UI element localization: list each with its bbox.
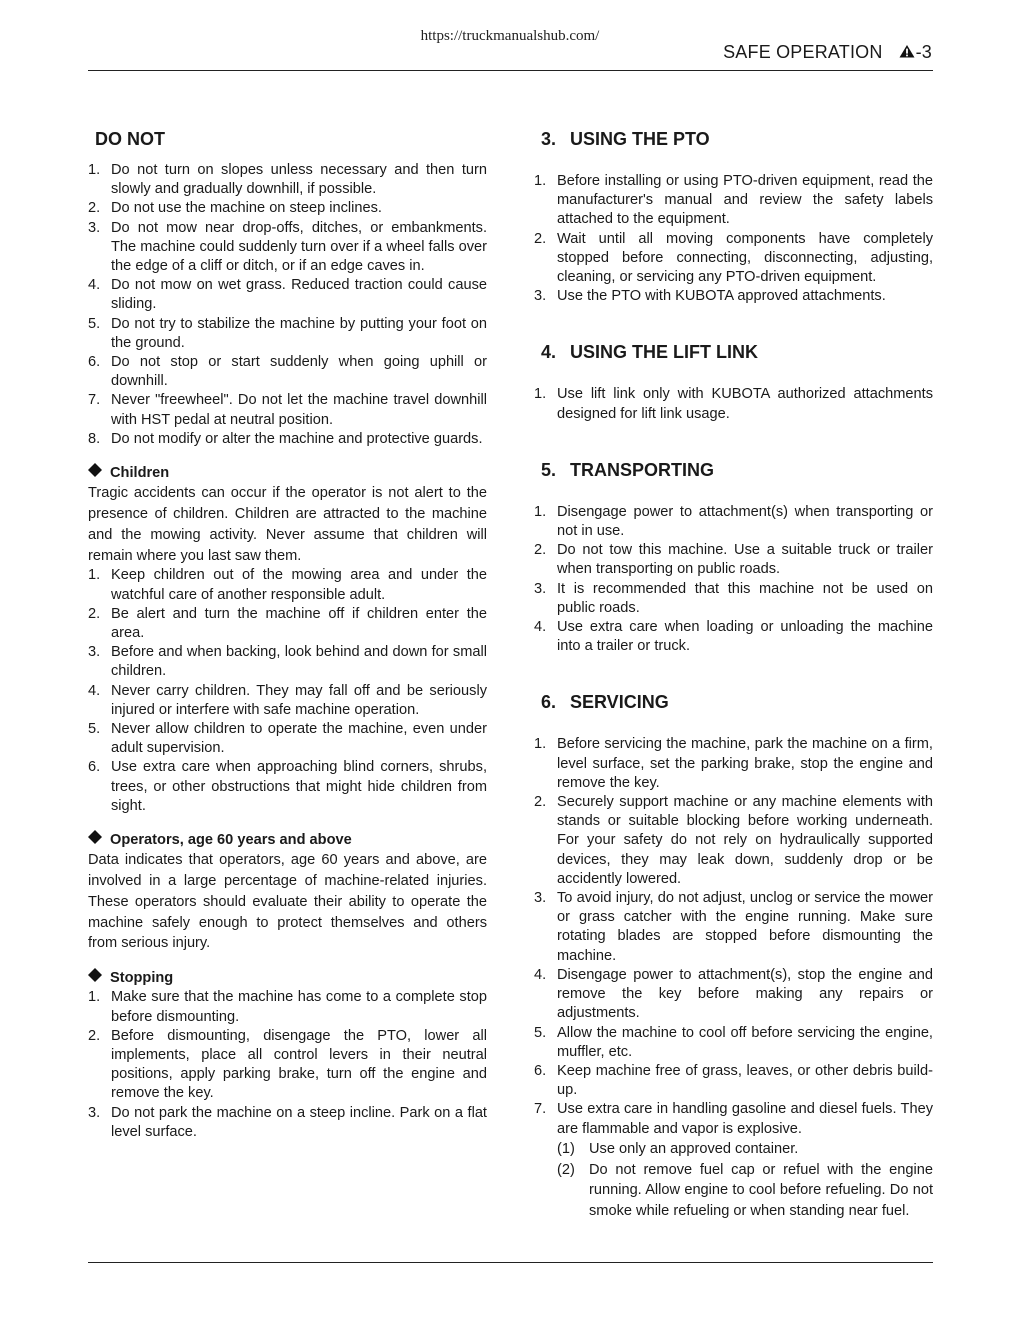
- item-number: (1): [557, 1140, 575, 1157]
- item-text: Before and when backing, look behind and down for small children.: [111, 644, 487, 680]
- list-item: [88, 988, 487, 1026]
- item-number: 1.: [534, 503, 547, 520]
- item-text: To avoid injury, do not adjust, unclog or service the mower or grass catcher with the engine running. Make sure rotating blades are stopped before dismounting the machine.: [557, 890, 933, 964]
- warning-triangle-icon: [899, 42, 915, 63]
- diamond-bullet-icon: [88, 968, 102, 988]
- list-item: [88, 1027, 487, 1104]
- item-number: 1.: [88, 162, 101, 178]
- transporting-heading: 5. TRANSPORTING: [541, 459, 714, 480]
- item-number: 2.: [88, 200, 101, 217]
- item-number: 3.: [88, 219, 101, 236]
- item-text: Do not modify or alter the machine and protective guards.: [111, 430, 483, 447]
- list-item: [88, 276, 487, 314]
- list-item: [88, 315, 487, 353]
- item-number: 4.: [534, 619, 547, 636]
- item-text: Use extra care in handling gasoline and diesel fuels. They are flammable and vapor is explosive.: [557, 1101, 933, 1137]
- children-list: [88, 566, 487, 816]
- list-item: [88, 1104, 487, 1142]
- list-item: [534, 230, 933, 288]
- do-not-list: [88, 161, 487, 449]
- item-number: 6.: [534, 1062, 547, 1079]
- item-text: Disengage power to attachment(s) when transporting or not in use.: [557, 503, 933, 540]
- item-number: (2): [557, 1161, 575, 1178]
- item-text: Keep children out of the mowing area and under the watchful care of another responsible adult.: [111, 567, 487, 603]
- list-item: [88, 758, 487, 816]
- item-text: Do not remove fuel cap or refuel with the engine running. Allow engine to cool before refueling. Do not smoke while refueling or when standing near fuel.: [589, 1161, 933, 1220]
- list-item: [534, 385, 933, 423]
- item-number: 5.: [88, 721, 101, 738]
- list-item: [88, 391, 487, 429]
- item-text: It is recommended that this machine not be used on public roads.: [557, 580, 933, 616]
- list-item: [88, 720, 487, 758]
- item-text: Allow the machine to cool off before servicing the engine, muffler, etc.: [557, 1024, 933, 1060]
- pto-heading: 3. USING THE PTO: [541, 129, 710, 149]
- list-item: [534, 966, 933, 1024]
- right-column: [534, 126, 933, 1222]
- item-text: Use extra care when loading or unloading the machine into a trailer or truck.: [557, 619, 933, 655]
- item-number: 4.: [534, 966, 547, 983]
- operators-text: Data indicates that operators, age 60 years and above, are involved in a large percentage of machine-related injuries. These operators should evaluate their ability to operate the machine safely enough to protect themselves and others from serious injury.: [88, 852, 487, 952]
- item-text: Never "freewheel". Do not let the machine travel downhill with HST pedal at neutral position.: [111, 392, 487, 428]
- list-item: [88, 566, 487, 604]
- item-text: Make sure that the machine has come to a complete stop before dismounting.: [111, 989, 487, 1025]
- item-text: Do not tow this machine. Use a suitable truck or trailer when transporting on public roads.: [557, 542, 933, 578]
- item-text: Use only an approved container.: [589, 1140, 799, 1157]
- item-number: 1.: [534, 173, 547, 189]
- item-number: 1.: [534, 736, 547, 753]
- list-item: [534, 889, 933, 966]
- item-text: Securely support machine or any machine elements with stands or suitable blocking before working underneath. For your safety do not rely on hydraulically supported devices, they may leak down, suddenly drop or be accidently lowered.: [557, 794, 933, 887]
- item-number: 1.: [534, 386, 547, 403]
- transporting-list: [534, 503, 933, 657]
- diamond-bullet-icon: [88, 830, 102, 850]
- source-url: https://truckmanualshub.com/: [420, 28, 600, 44]
- item-number: 1.: [88, 567, 101, 584]
- list-item: [534, 1024, 933, 1062]
- list-item: [534, 1062, 933, 1100]
- item-text: Disengage power to attachment(s), stop the engine and remove the key before making any repairs or adjustments.: [557, 966, 933, 1022]
- item-number: 2.: [534, 230, 547, 247]
- header-rule: [88, 70, 933, 71]
- list-item: [534, 503, 933, 541]
- list-item: [534, 793, 933, 889]
- item-text: Do not mow near drop-offs, ditches, or embankments. The machine could suddenly turn over if a wheel falls over the edge of a cliff or ditch, or if an edge caves in.: [111, 219, 487, 275]
- list-item: [534, 618, 933, 656]
- item-text: Do not try to stabilize the machine by putting your foot on the ground.: [111, 315, 487, 351]
- item-text: Use the PTO with KUBOTA approved attachments.: [557, 288, 886, 305]
- item-number: 2.: [88, 1027, 101, 1044]
- children-intro: Tragic accidents can occur if the operator is not alert to the presence of children. Children are attracted to the machine and the mowing activity. Never assume that children will remain where you last saw them.: [88, 485, 487, 564]
- item-number: 5.: [534, 1024, 547, 1041]
- item-number: 3.: [534, 580, 547, 597]
- item-text: Never carry children. They may fall off and be seriously injured or interfere with safe machine operation.: [111, 682, 487, 718]
- servicing-heading: 6. SERVICING: [541, 692, 669, 713]
- list-item: [534, 735, 933, 793]
- sub-list-item: [557, 1139, 933, 1160]
- item-text: Do not park the machine on a steep incline. Park on a flat level surface.: [111, 1104, 487, 1140]
- lift-link-heading: 4. USING THE LIFT LINK: [541, 342, 758, 363]
- item-text: Use extra care when approaching blind corners, shrubs, trees, or other obstructions that might hide children from sight.: [111, 759, 487, 814]
- page-number: -3: [915, 42, 932, 62]
- item-number: 6.: [88, 759, 101, 776]
- stopping-heading: Stopping: [88, 968, 487, 988]
- item-text: Before servicing the machine, park the machine on a firm, level surface, set the parking brake, stop the engine and remove the key.: [557, 736, 933, 791]
- item-number: 4.: [88, 277, 101, 294]
- item-number: 2.: [534, 794, 547, 811]
- item-number: 6.: [88, 354, 101, 371]
- list-item: [534, 287, 933, 306]
- item-text: Do not use the machine on steep inclines.: [111, 200, 382, 217]
- sub-list-item: [557, 1160, 933, 1222]
- list-item: [88, 353, 487, 391]
- list-item: [534, 541, 933, 579]
- item-number: 4.: [88, 682, 101, 699]
- list-item: [88, 605, 487, 643]
- item-text: Keep machine free of grass, leaves, or other debris build-up.: [557, 1062, 933, 1099]
- item-text: Never allow children to operate the machine, even under adult supervision.: [111, 721, 487, 757]
- item-number: 3.: [534, 890, 547, 907]
- item-number: 1.: [88, 989, 101, 1006]
- diamond-bullet-icon: [88, 463, 102, 483]
- do-not-heading: DO NOT: [95, 129, 165, 149]
- item-text: Before installing or using PTO-driven equipment, read the manufacturer's manual and review the safety labels attached to the equipment.: [557, 173, 933, 228]
- list-item: [534, 1100, 933, 1138]
- list-item: [534, 172, 933, 230]
- item-text: Before dismounting, disengage the PTO, lower all implements, place all control levers in their neutral positions, apply parking brake, turn off the engine and remove the key.: [111, 1027, 487, 1102]
- item-number: 3.: [88, 1104, 101, 1121]
- item-number: 8.: [88, 430, 101, 447]
- list-item: [88, 199, 487, 218]
- list-item: [88, 430, 487, 449]
- children-heading: Children: [88, 463, 487, 483]
- section-title: SAFE OPERATION: [723, 42, 883, 62]
- item-number: 2.: [534, 542, 547, 559]
- servicing-list: [534, 735, 933, 1138]
- list-item: [88, 682, 487, 720]
- item-number: 2.: [88, 605, 101, 622]
- item-text: Wait until all moving components have completely stopped before connecting, disconnecting, adjusting, cleaning, or servicing any PTO-driven equipment.: [557, 230, 933, 286]
- lift-link-list: [534, 385, 933, 423]
- operators-heading: Operators, age 60 years and above: [88, 830, 487, 850]
- list-item: [534, 580, 933, 618]
- list-item: [88, 219, 487, 277]
- item-text: Do not turn on slopes unless necessary and then turn slowly and gradually downhill, if possible.: [111, 162, 487, 198]
- stopping-list: [88, 988, 487, 1142]
- item-number: 5.: [88, 315, 101, 332]
- item-text: Do not stop or start suddenly when going uphill or downhill.: [111, 354, 487, 390]
- servicing-sublist: [557, 1139, 933, 1222]
- footer-rule: [88, 1262, 933, 1263]
- item-text: Use lift link only with KUBOTA authorized attachments designed for lift link usage.: [557, 386, 933, 422]
- item-number: 3.: [88, 644, 101, 661]
- item-text: Do not mow on wet grass. Reduced traction could cause sliding.: [111, 277, 487, 313]
- item-text: Be alert and turn the machine off if children enter the area.: [111, 605, 487, 642]
- item-number: 7.: [534, 1101, 547, 1118]
- list-item: [88, 643, 487, 681]
- list-item: [88, 161, 487, 199]
- pto-list: [534, 172, 933, 306]
- page-header: [723, 42, 932, 63]
- item-number: 7.: [88, 392, 101, 409]
- left-column: [88, 126, 487, 1142]
- item-number: 3.: [534, 288, 547, 305]
